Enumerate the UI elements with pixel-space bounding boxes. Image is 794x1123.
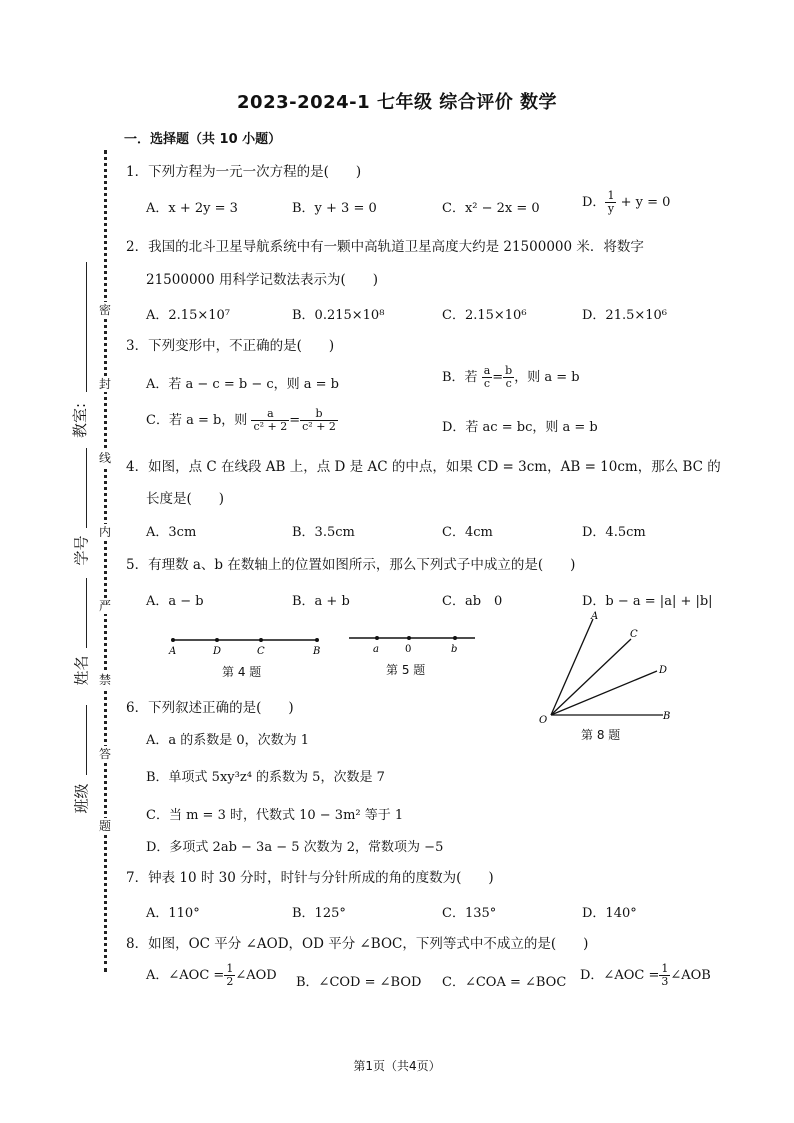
question-8-option-a: A．∠AOC = $\frac{1}{2}$ ∠AOD [146,962,277,988]
question-4-stem: 4．如图，点 C 在线段 AB 上，点 D 是 AC 的中点，如果 CD = 3cm，AB = 10cm，那么 BC 的 [126,459,721,475]
question-6-option-b: B．单项式 5xy³z⁴ 的系数为 5，次数是 7 [146,770,385,785]
page-title: 2023-2024-1 七年级 综合评价 数学 [237,92,557,113]
question-4-stem-cont: 长度是( ) [146,491,225,507]
question-6-option-a: A．a 的系数是 0，次数为 1 [146,733,310,748]
section-heading: 一．选择题（共 10 小题） [124,132,282,147]
question-5-option-d: D．b − a = |a| + |b| [582,594,713,609]
question-3-stem: 3．下列变形中，不正确的是( ) [126,338,335,354]
question-4-option-a: A．3cm [146,525,197,540]
question-1-option-a: A．x + 2y = 3 [146,201,238,216]
question-7-option-d: D．140° [582,906,637,921]
question-5-option-c: C．ab 0 [442,594,503,609]
question-4-option-d: D．4.5cm [582,525,646,540]
question-7-option-b: B．125° [292,906,346,921]
fill-line-classroom [86,262,87,392]
fig8-point-label: C [630,629,638,640]
seal-char: 严 [98,599,111,613]
question-8-option-c: C．∠COA = ∠BOC [442,975,567,990]
fill-line-name [86,578,87,648]
question-4-option-c: C．4cm [442,525,493,540]
fig8-point-label: D [659,665,668,676]
question-6-option-c: C．当 m = 3 时，代数式 10 − 3m² 等于 1 [146,808,404,823]
question-3-option-a: A．若 a − c = b − c，则 a = b [146,377,339,392]
seal-dotted-line [104,150,107,972]
fig8-point-label: O [539,715,548,725]
question-3-option-d: D．若 ac = bc，则 a = b [442,420,598,435]
question-1-stem: 1．下列方程为一元一次方程的是( ) [126,164,362,180]
classroom-label: 教室: [71,402,90,439]
question-2-option-c: C．2.15×10⁶ [442,308,527,323]
fig5-point-label: b [451,644,458,655]
question-6-option-d: D．多项式 2ab − 3a − 5 次数为 2，常数项为 −5 [146,840,444,855]
question-1-option-b: B．y + 3 = 0 [292,201,377,216]
question-7-option-a: A．110° [146,906,200,921]
fig4-point-label: C [257,646,265,657]
question-3-option-b: B．若 $\frac{a}{c}$ = $\frac{b}{c}$ ，则 a = b [442,364,580,390]
question-4-option-b: B．3.5cm [292,525,355,540]
question-1-option-c: C．x² − 2x = 0 [442,201,540,216]
seal-char: 内 [98,525,111,539]
seal-char: 禁 [98,673,111,687]
seal-char: 封 [98,377,111,391]
question-3-option-c: C．若 a = b，则 $\frac{a}{\text{c² + 2}}$ = $\frac{b}{\text{c² + 2}}$ [146,407,336,433]
seal-char: 答 [98,747,111,761]
fig8-point-label: B [663,711,671,722]
question-5-option-a: A．a − b [146,594,204,609]
name-label: 姓名 [72,655,91,686]
figure-4-caption: 第 4 题 [222,665,262,679]
page-number: 第1页（共4页） [353,1059,441,1073]
fig8-point-label: A [591,611,599,622]
question-8-option-b: B．∠COD = ∠BOD [296,975,422,990]
fig5-point-label: a [373,644,379,655]
figure-5-caption: 第 5 题 [386,663,426,677]
fig5-point-label: 0 [405,644,412,655]
figure-5-number-line [345,628,480,656]
question-2-stem-cont: 21500000 用科学记数法表示为( ) [146,272,379,288]
figure-8-angles [535,605,685,725]
class-label: 班级 [72,783,91,814]
question-7-stem: 7．钟表 10 时 30 分时，时针与分针所成的角的度数为( ) [126,870,494,886]
seal-char: 密 [98,303,111,317]
question-5-option-b: B．a + b [292,594,350,609]
figure-4-segment [165,630,325,658]
fig4-point-label: A [169,646,177,657]
question-1-option-d: D． $\frac{1}{y}$ + y = 0 [582,189,671,215]
question-5-stem: 5．有理数 a、b 在数轴上的位置如图所示，那么下列式子中成立的是( ) [126,557,576,573]
question-2-option-d: D．21.5×10⁶ [582,308,668,323]
fig4-point-label: D [213,646,222,657]
question-7-option-c: C．135° [442,906,497,921]
fill-line-class [86,705,87,775]
question-6-stem: 6．下列叙述正确的是( ) [126,700,294,716]
seal-char: 线 [98,451,111,465]
student-id-label: 学号 [72,535,91,566]
question-2-option-a: A．2.15×10⁷ [146,308,230,323]
question-8-option-d: D．∠AOC = $\frac{1}{3}$ ∠AOB [580,962,711,988]
question-2-option-b: B．0.215×10⁸ [292,308,385,323]
seal-char: 题 [98,819,111,833]
question-2-stem: 2．我国的北斗卫星导航系统中有一颗中高轨道卫星高度大约是 21500000 米．将数字 [126,239,644,255]
question-8-stem: 8．如图，OC 平分 ∠AOD，OD 平分 ∠BOC，下列等式中不成立的是( ) [126,936,589,952]
fig4-point-label: B [313,646,321,657]
fill-line-student-id [86,448,87,528]
figure-8-caption: 第 8 题 [581,728,621,742]
